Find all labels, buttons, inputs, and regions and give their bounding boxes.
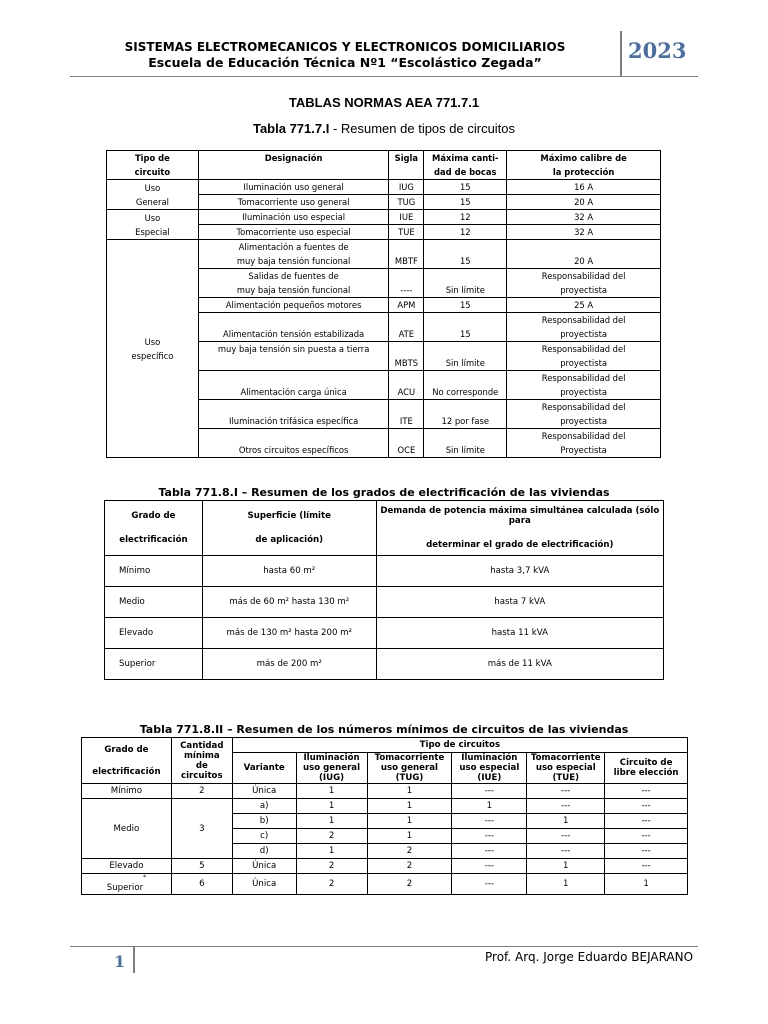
header-year: 2023 <box>628 38 687 63</box>
table-row: Alimentación pequeños motores APM 15 25 A <box>107 298 661 313</box>
table-row: Iluminación trifásica específica ITE 12 por fase Responsabilidad del proyectista <box>107 400 661 429</box>
page-title: TABLAS NORMAS AEA 771.7.1 <box>288 95 480 110</box>
col-designacion: Designación <box>198 151 389 180</box>
header-school-name: Escuela de Educación Técnica Nº1 “Escolástico Zegada” <box>148 55 542 70</box>
table-row: Uso Especial Iluminación uso especial IUE 12 32 A <box>107 210 661 225</box>
table-row: muy baja tensión sin puesta a tierra MBTS Sin límite Responsabilidad del proyectista <box>107 342 661 371</box>
table-row: Tomacorriente uso general TUG 15 20 A <box>107 195 661 210</box>
table-row: Uso específico Alimentación a fuentes de muy baja tensión funcional MBTF 15 20 A <box>107 240 661 269</box>
table-row: Elevado 5 Única 2 2 --- 1 --- <box>82 859 688 874</box>
table-row: Medio 3 a) 1 1 1 --- --- <box>82 799 688 814</box>
header-rule <box>70 76 698 77</box>
table-min-circuits <box>81 737 688 895</box>
col-maxima: Máxima canti- dad de bocas <box>424 151 507 180</box>
table-row: Salidas de fuentes de muy baja tensión funcional ---- Sin límite Responsabilidad del proyectista <box>107 269 661 298</box>
table-header-row: Grado de electrificación Cantidad mínima de circuitos Tipo de circuitos <box>82 738 688 753</box>
table-row: c) 2 1 --- --- --- <box>82 829 688 844</box>
table3-caption: Tabla 771.8.II – Resumen de los números mínimos de circuitos de las viviendas <box>139 723 629 736</box>
table-row: Tomacorriente uso especial TUE 12 32 A <box>107 225 661 240</box>
group-uso-especial: Uso Especial <box>107 210 199 240</box>
table-row: Alimentación tensión estabilizada ATE 15 Responsabilidad del proyectista <box>107 313 661 342</box>
table-circuit-types <box>106 150 661 458</box>
group-uso-especifico: Uso específico <box>107 240 199 458</box>
table-row: Alimentación carga única ACU No corresponde Responsabilidad del proyectista <box>107 371 661 400</box>
table-row: Elevado más de 130 m² hasta 200 m² hasta 11 kVA <box>105 618 664 649</box>
header-divider <box>620 31 622 76</box>
header-school-subject: SISTEMAS ELECTROMECANICOS Y ELECTRONICOS DOMICILIARIOS <box>124 40 566 54</box>
table-header-row <box>107 151 661 180</box>
table-header-row: Grado de electrificación Superficie (límite de aplicación) Demanda de potencia máxima simultánea calculada (sólo para determinar el grado de electrificación) <box>105 501 664 556</box>
footer-rule <box>70 946 698 947</box>
table-row: Mínimo hasta 60 m² hasta 3,7 kVA <box>105 556 664 587</box>
footer-author: Prof. Arq. Jorge Eduardo BEJARANO <box>485 950 694 964</box>
page-number: 1 <box>114 952 126 971</box>
table-row: Superior* 6 Única 2 2 --- 1 1 <box>82 874 688 895</box>
table-row: Mínimo 2 Única 1 1 --- --- --- <box>82 784 688 799</box>
table-row: Medio más de 60 m² hasta 130 m² hasta 7 kVA <box>105 587 664 618</box>
col-sigla: Sigla <box>389 151 424 180</box>
col-tipo: Tipo de circuito <box>107 151 199 180</box>
table-row: d) 1 2 --- --- --- <box>82 844 688 859</box>
table-row: Superior más de 200 m² más de 11 kVA <box>105 649 664 680</box>
group-uso-general: Uso General <box>107 180 199 210</box>
table-header-row: Variante Iluminación uso general (IUG) Tomacorriente uso general (TUG) Iluminación uso especial (IUE) Tomacorriente uso especial (TUE) Circuito de libre elección <box>82 753 688 784</box>
table2-caption: Tabla 771.8.I – Resumen de los grados de electrificación de las viviendas <box>158 486 610 499</box>
table-row: b) 1 1 --- 1 --- <box>82 814 688 829</box>
table-row: Otros circuitos específicos OCE Sin límite Responsabilidad del Proyectista <box>107 429 661 458</box>
footer-divider <box>133 947 135 973</box>
col-calibre: Máximo calibre de la protección <box>507 151 661 180</box>
table-electrification-grades <box>104 500 664 680</box>
table1-caption: Tabla 771.7.I - Resumen de tipos de circuitos <box>252 121 516 136</box>
table-row: Uso General Iluminación uso general IUG 15 16 A <box>107 180 661 195</box>
